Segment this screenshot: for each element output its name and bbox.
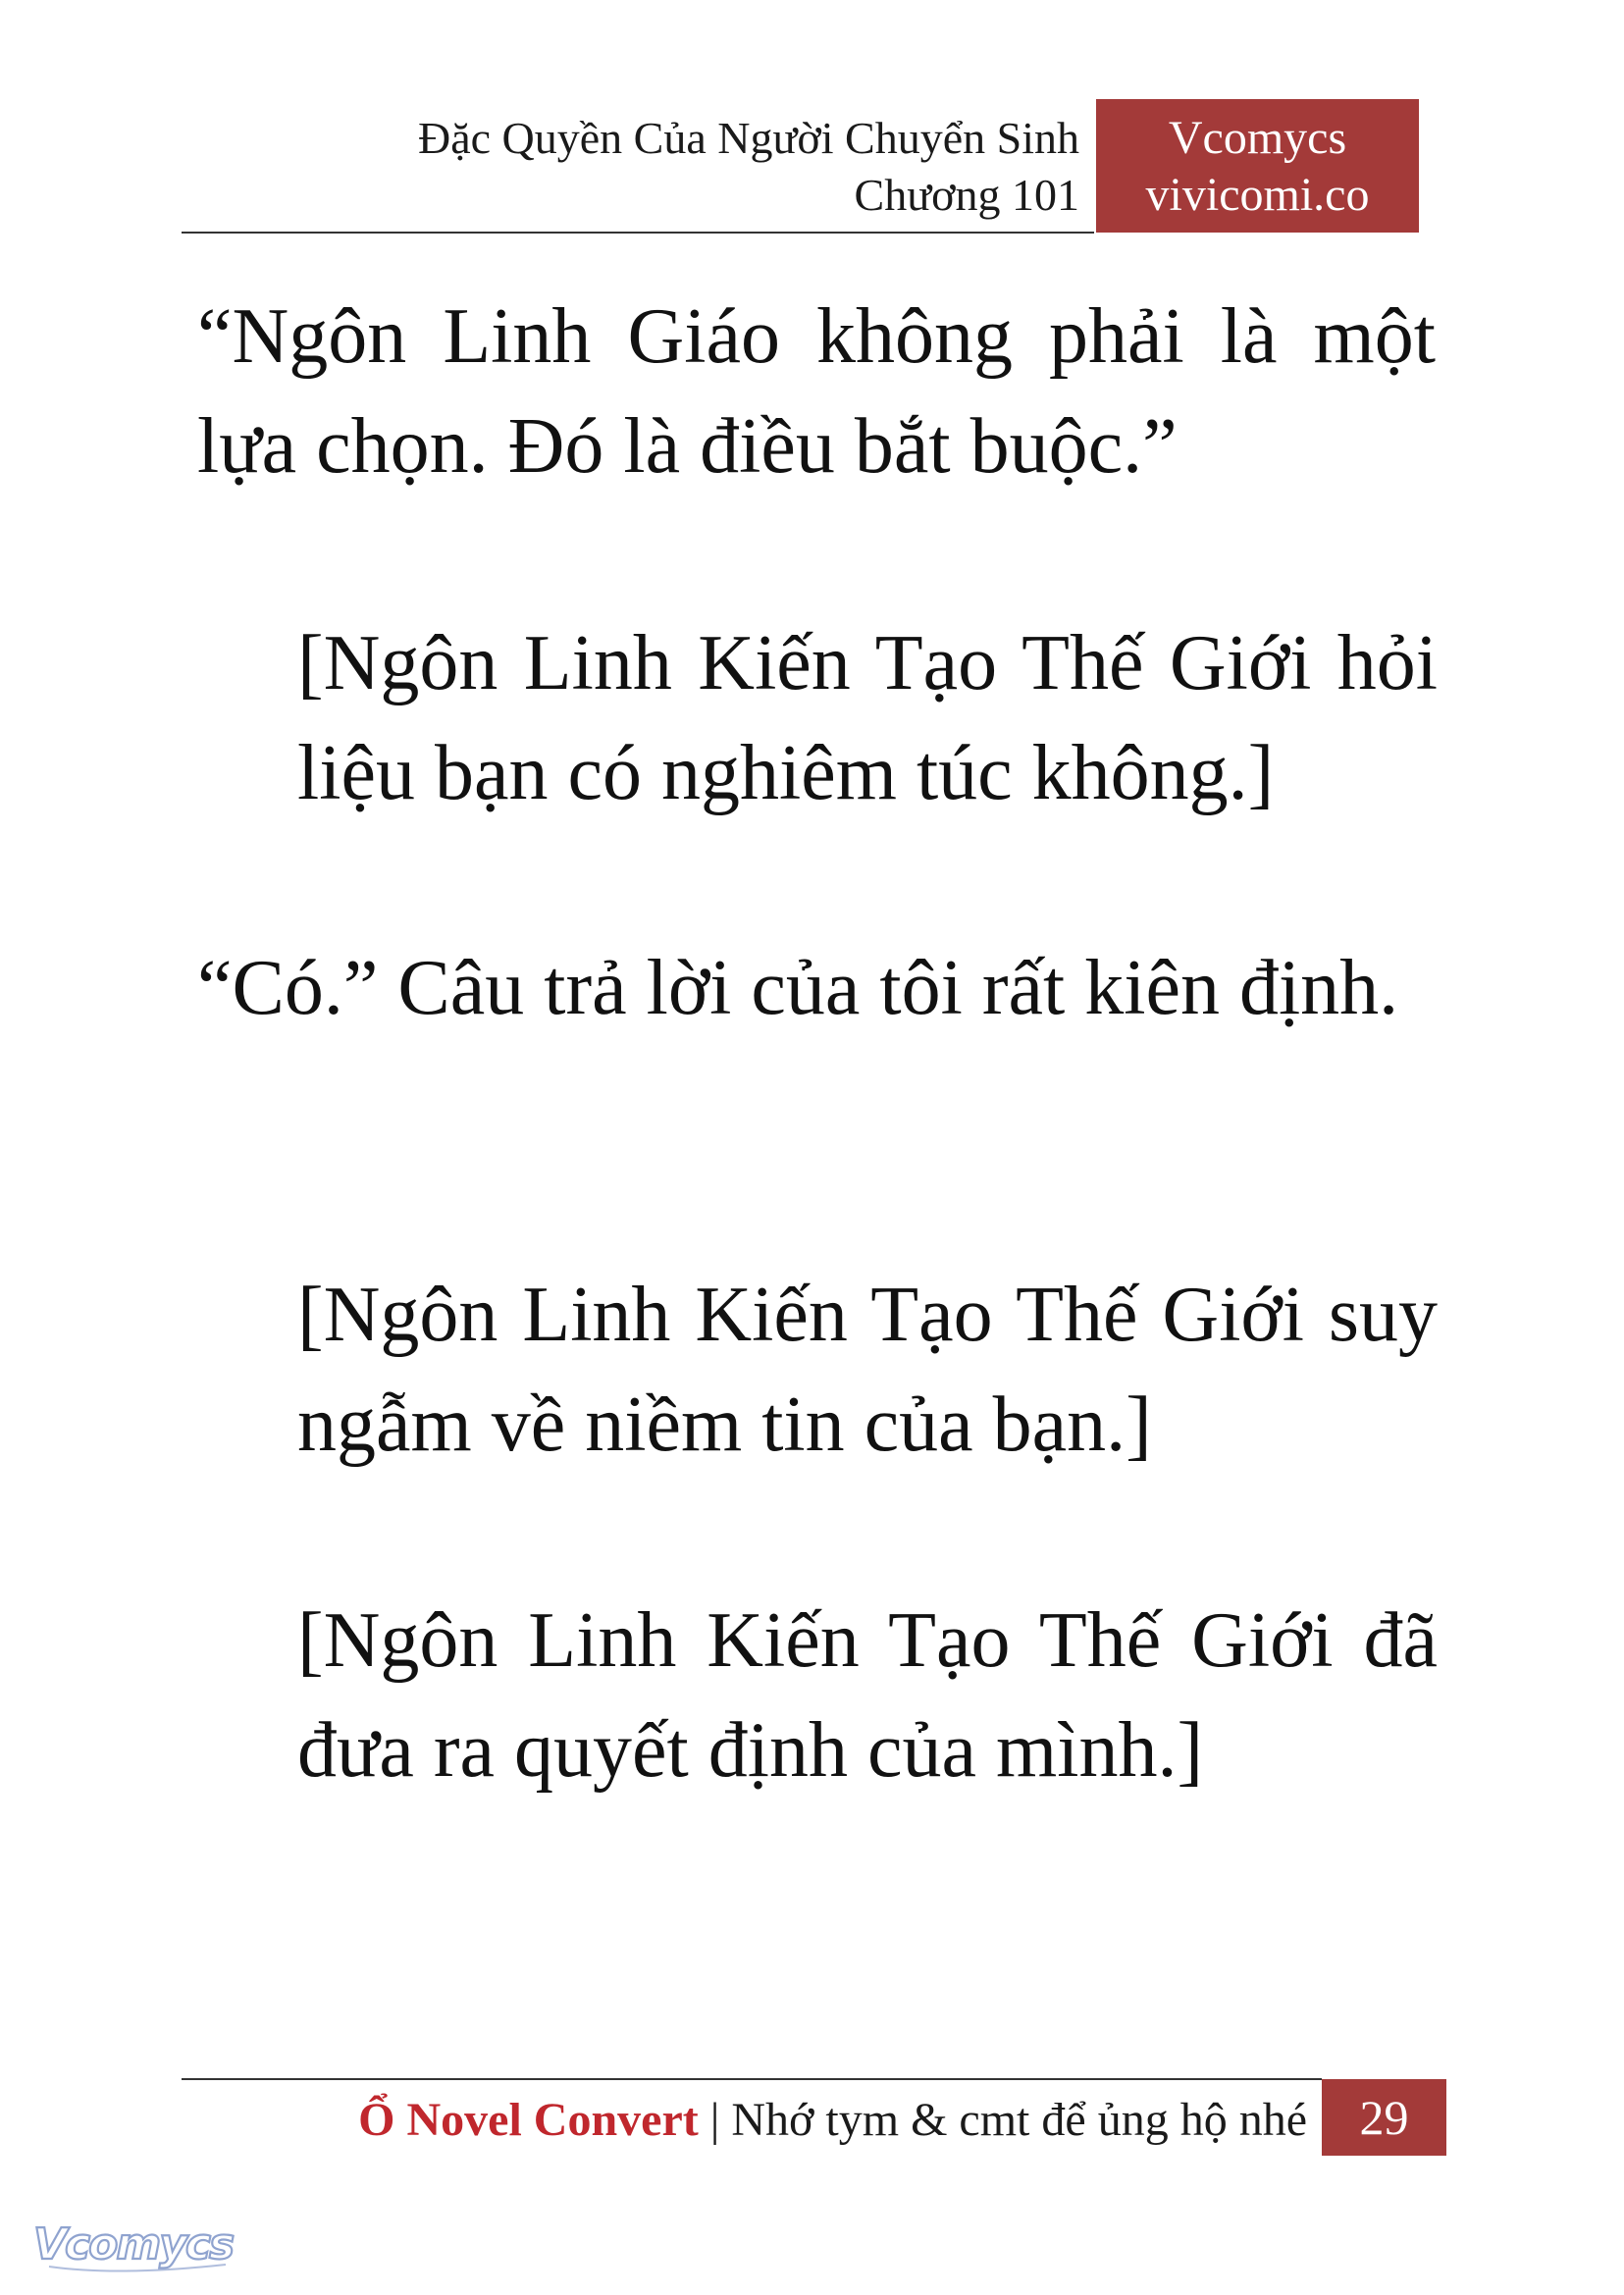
footer-separator: | (709, 2094, 720, 2146)
footer-line (358, 2091, 1307, 2150)
footer-site-name: Ổ Novel Convert (358, 2094, 699, 2146)
brand-name: Vcomycs (1168, 112, 1347, 164)
brand-site: vivicomi.co (1145, 169, 1370, 221)
watermark-text: Vcomycs (33, 2219, 234, 2269)
book-title: Đặc Quyền Của Người Chuyển Sinh (417, 113, 1079, 163)
vcomycs-logo-icon (29, 2216, 245, 2280)
footer-message: Nhớ tym & cmt để ủng hộ nhé (731, 2094, 1307, 2146)
header-divider (182, 232, 1094, 234)
paragraph-dialogue: “Ngôn Linh Giáo không phải là một lựa chọn. Đó là điều bắt buộc.” (197, 293, 1436, 490)
footer-divider (182, 2078, 1322, 2080)
paragraph-dialogue: “Có.” Câu trả lời của tôi rất kiên định. (197, 945, 1399, 1031)
chapter-label: Chương 101 (854, 170, 1079, 220)
paragraph-system-message: [Ngôn Linh Kiến Tạo Thế Giới đã đưa ra quyết định của mình.] (297, 1597, 1438, 1794)
page-number: 29 (1322, 2079, 1446, 2156)
brand-badge (1096, 99, 1419, 233)
paragraph-system-message: [Ngôn Linh Kiến Tạo Thế Giới hỏi liệu bạn có nghiêm túc không.] (297, 620, 1438, 816)
paragraph-system-message: [Ngôn Linh Kiến Tạo Thế Giới suy ngẫm về niềm tin của bạn.] (297, 1272, 1438, 1468)
running-header (418, 110, 1079, 224)
